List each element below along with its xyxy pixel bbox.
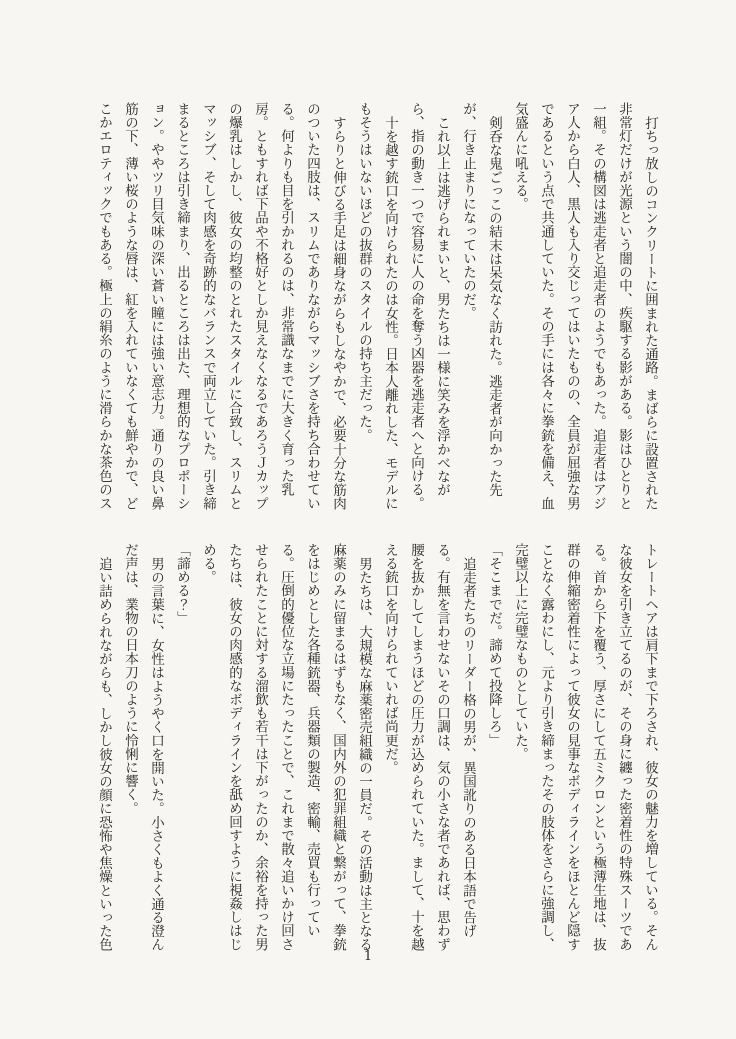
paragraph: これ以上は逃げられまいと、男たちは一様に笑みを浮かべながら、指の動き一つで容易に人の命を奪う凶器を逃走者へと向ける。 — [408, 102, 450, 510]
paragraph: 男の言葉に、女性はようやく口を開いた。小さくもよく通る澄んだ声は、業物の日本刀のように怜悧に響く。 — [122, 543, 164, 951]
paragraph: 追走者たちのリーダー格の男が、異国訛りのある日本語で告げる。有無を言わせないその口調は、気の小さな者であれば、思わず腰を抜かしてしまうほどの圧力が込められていた。まして、十を越える銃口を向けられていれば尚更だ。 — [382, 543, 476, 951]
paragraph: 十を越す銃口を向けられたのは女性。日本人離れした、モデルにもそうはいないほどの抜群のスタイルの持ち主だった。 — [356, 102, 398, 510]
paragraph-continuation: トレートヘアは肩下まで下ろされ、彼女の魅力を増している。そんな彼女を引き立てるのが、その身に纏った密着性の特殊スーツである。首から下を覆う、厚さにして五ミクロンという極薄生地は、抜群の伸縮密着性によって彼女の見事なボディラインをほとんど隠すことなく露わにし、元より引き締まったその肢体をさらに強調し、完璧以上に完璧なものとしていた。 — [512, 543, 658, 951]
dialogue-line: 「諦める？」 — [174, 543, 190, 625]
paragraph: 打ちっ放しのコンクリートに囲まれた通路。まばらに設置された非常灯だけが光源という闇の中、疾駆する影がある。影はひとりと一組。その構図は逃走者と追走者のようでもあった。追走者はアジア人から白人、黒人も入り交じってはいたものの、全員が屈強な男であるという点で共通していた。その手には各々に拳銃を備え、血気盛んに吼える。 — [512, 102, 658, 510]
paragraph: 追い詰められながらも、しかし彼女の顔に恐怖や焦燥といった色 — [96, 556, 112, 951]
paragraph: すらりと伸びる手足は細身ながらもしなやかで、必要十分な筋肉のついた四肢は、スリムでありながらマッシブさを持ち合わせている。何よりも目を引かれるのは、非常識なまでに大きく育った乳房。ともすれば下品や不格好としか見えなくなるであろうＪカップの爆乳はしかし、彼女の均整のとれたスタイルに合致し、スリムとマッシブ、そして肉感を奇跡的なバランスで両立していた。引き締まるところは引き締まり、出るところは出た、理想的なプロポーション。ややツリ目気味の深い蒼い瞳には強い意志力。通りの良い鼻筋の下、薄い桜のような唇は、紅を入れていなくても鮮やかで、どこかエロティックでもある。極上の絹糸のように滑らかな茶色のス — [96, 102, 346, 510]
dialogue-line: 「そこまでだ。諦めて投降しろ」 — [486, 543, 502, 747]
lower-text-band — [85, 543, 663, 951]
page-number: 1 — [363, 949, 373, 964]
paragraph: 剣呑な鬼ごっこの結末は呆気なく訪れた。逃走者が向かった先が、行き止まりになっていたのだ。 — [460, 102, 502, 497]
upper-text-band — [85, 102, 663, 510]
paragraph: 男たちは、大規模な麻薬密売組織の一員だ。その活動は主となる麻薬のみに留まるはずもなく、国内外の犯罪組織と繋がって、拳銃をはじめとした各種銃器、兵器類の製造、密輸、売買も行っている。圧倒的優位な立場にたったことで、これまで散々追いかけ回させられたことに対する溜飲も若干は下がったのか、余裕を持った男たちは、彼女の肉感的なボディラインを舐め回すように視姦しはじめる。 — [200, 543, 372, 951]
